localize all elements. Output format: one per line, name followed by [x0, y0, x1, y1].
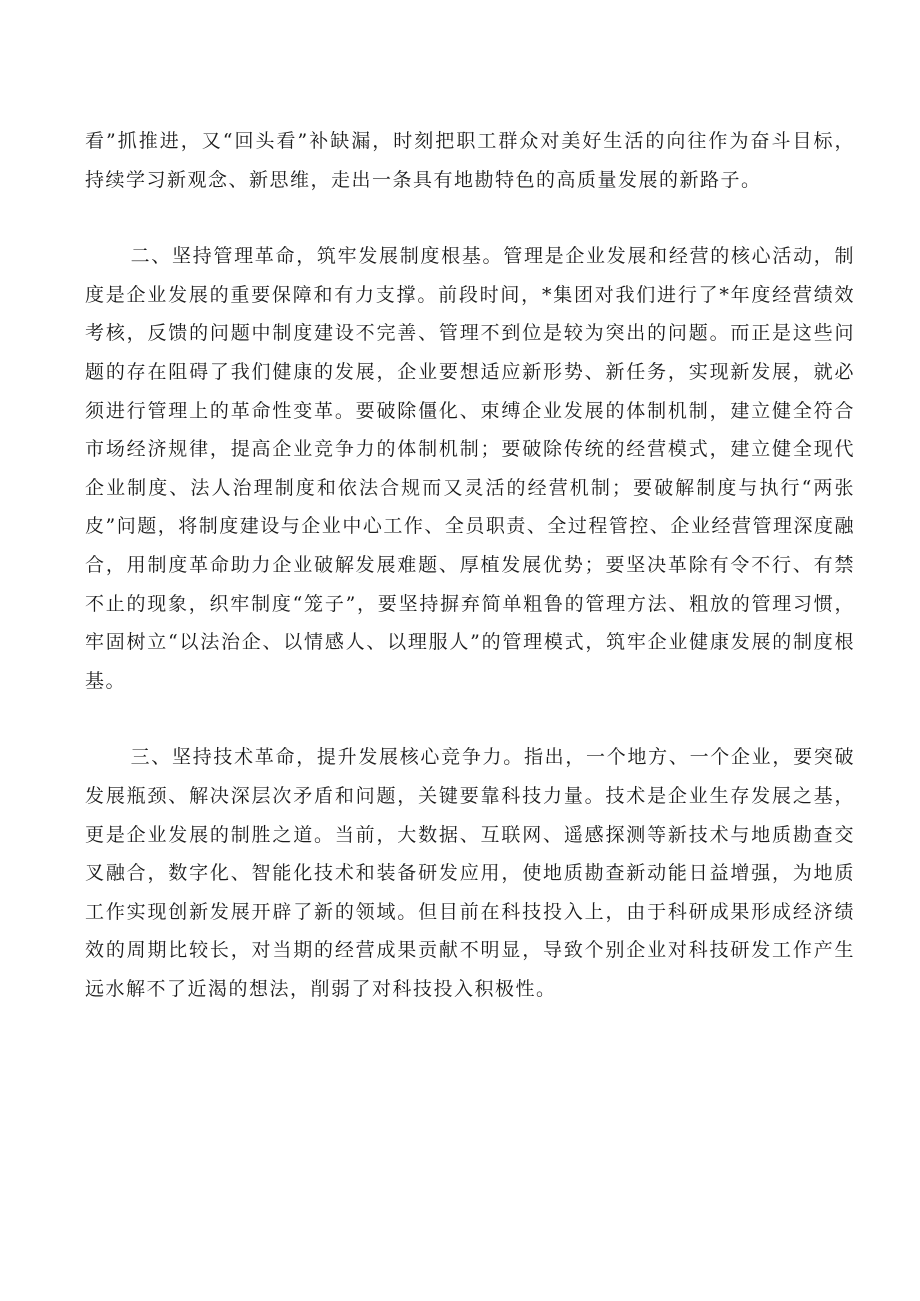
paragraph-continuation: 看”抓推进，又“回头看”补缺漏，时刻把职工群众对美好生活的向往作为奋斗目标，持续学习新观念、新思维，走出一条具有地勘特色的高质量发展的新路子。: [85, 130, 855, 191]
document-body: [85, 122, 855, 1008]
paragraph-technology-revolution: 三、坚持技术革命，提升发展核心竞争力。指出，一个地方、一个企业，要突破发展瓶颈、解决深层次矛盾和问题，关键要靠科技力量。技术是企业生存发展之基，更是企业发展的制胜之道。当前，大数据、互联网、遥感探测等新技术与地质勘查交叉融合，数字化、智能化技术和装备研发应用，使地质勘查新动能日益增强，为地质工作实现创新发展开辟了新的领域。但目前在科技投入上，由于科研成果形成经济绩效的周期比较长，对当期的经营成果贡献不明显，导致个别企业对科技研发工作产生远水解不了近渴的想法，削弱了对科技投入积极性。: [85, 746, 855, 1000]
paragraph-management-revolution: 二、坚持管理革命，筑牢发展制度根基。管理是企业发展和经营的核心活动，制度是企业发展的重要保障和有力支撑。前段时间，*集团对我们进行了*年度经营绩效考核，反馈的问题中制度建设不完善、管理不到位是较为突出的问题。而正是这些问题的存在阻碍了我们健康的发展，企业要想适应新形势、新任务，实现新发展，就必须进行管理上的革命性变革。要破除僵化、束缚企业发展的体制机制，建立健全符合市场经济规律，提高企业竞争力的体制机制；要破除传统的经营模式，建立健全现代企业制度、法人治理制度和依法合规而又灵活的经营机制；要破解制度与执行“两张皮”问题，将制度建设与企业中心工作、全员职责、全过程管控、企业经营管理深度融合，用制度革命助力企业破解发展难题、厚植发展优势；要坚决革除有令不行、有禁不止的现象，织牢制度“笼子”，要坚持摒弃简单粗鲁的管理方法、粗放的管理习惯，牢固树立“以法治企、以情感人、以理服人”的管理模式，筑牢企业健康发展的制度根基。: [85, 245, 855, 692]
